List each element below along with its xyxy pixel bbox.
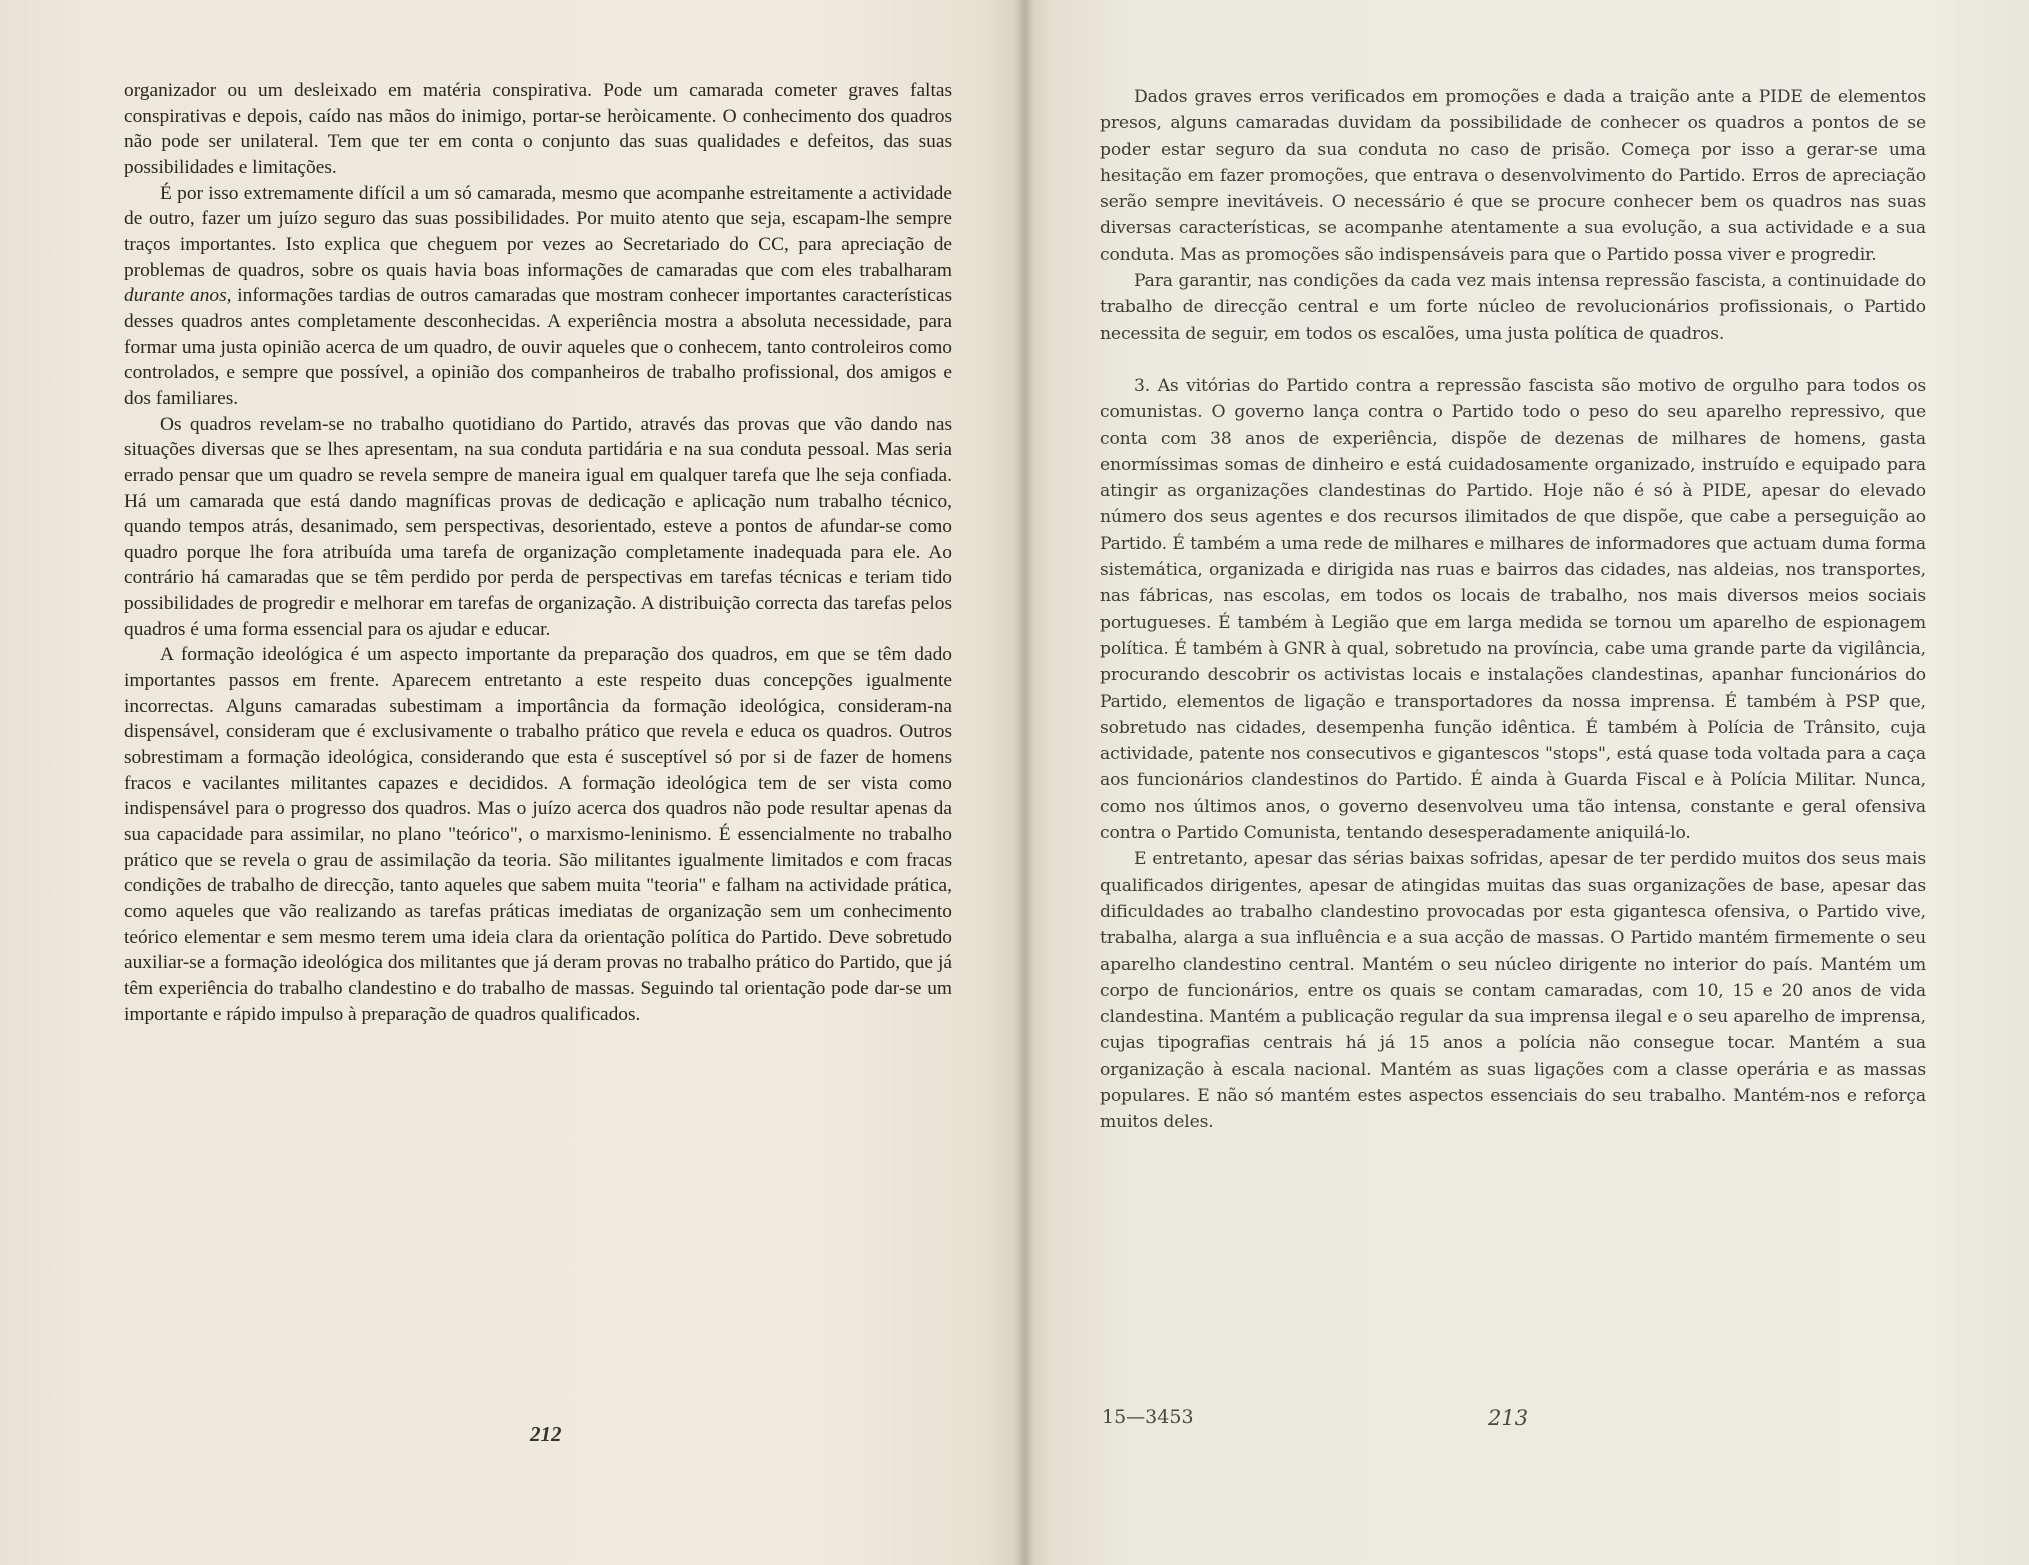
section-paragraph: 3. As vitórias do Partido contra a repressão fascista são motivo de orgulho para todos os comunistas. O governo lança contra o Partido todo o peso do seu aparelho repressivo, que conta com 38 anos de experiência, dispõe de dezenas de milhares de homens, gasta enormíssimas somas de dinheiro e está cuidadosamente organizado, instruído e equipado para atingir as organizações clandestinas do Partido. Hoje não é só à PIDE, apesar do elevado número dos seus agentes e dos recursos ilimitados de que dispõe, que cabe a perseguição ao Partido. É também a uma rede de milhares e milhares de informadores que actuam duma forma sistemática, organizada e dirigida nas ruas e bairros das cidades, nas aldeias, nos transportes, nas fábricas, nas escolas, em todos os locais de trabalho, nos mais diversos meios sociais portugueses. É também à Legião que em larga medida se tornou um aparelho de espionagem política. É também à GNR à qual, sobretudo na província, cabe uma grande parte da vigilância, procurando descobrir os activistas locais e instalações clandestinas, apanhar funcionários do Partido, elementos de ligação e transportadores da nossa imprensa. É também à PSP que, sobretudo nas cidades, desempenha função idêntica. É também à Polícia de Trânsito, cuja actividade, patente nos consecutivos e gigantescos "stops", está quase toda voltada para a caça aos funcionários clandestinos do Partido. É ainda à Guarda Fiscal e à Polícia Militar. Nunca, como nos últimos anos, o governo desenvolveu uma tão intensa, constante e geral ofensiva contra o Partido Comunista, tentando desesperadamente aniquilá-lo. (1100, 375, 1926, 844)
right-page-text (1100, 84, 1926, 1136)
left-page-text (124, 78, 952, 1027)
paragraph-text: É por isso extremamente difícil a um só camarada, mesmo que acompanhe estreitamente a actividade de outro, fazer um juízo seguro das suas possibilidades. Por muito atento que seja, escapam-lhe sempre traços importantes. Isto explica que cheguem por vezes ao Secretariado do CC, para apreciação de problemas de quadros, sobre os quais havia boas informações de camaradas que com eles trabalharam (124, 182, 952, 281)
paragraph: organizador ou um desleixado em matéria conspirativa. Pode um camarada cometer graves faltas conspirativas e depois, caído nas mãos do inimigo, portar-se heròicamente. O conhecimento dos quadros não pode ser unilateral. Tem que ter em conta o conjunto das suas qualidades e defeitos, das suas possibilidades e limitações. (124, 80, 952, 178)
page-number-right: 213 (1488, 1406, 1529, 1430)
paragraph: A formação ideológica é um aspecto importante da preparação dos quadros, em que se têm dado importantes passos em frente. Aparecem entretanto a este respeito duas concepções igualmente incorrectas. Alguns camaradas subestimam a importância da formação ideológica, consideram-na dispensável, consideram que é exclusivamente o trabalho prático que revela e educa os quadros. Outros sobrestimam a formação ideológica, considerando que esta é susceptível só por si de fazer de homens fracos e vacilantes militantes capazes e decididos. A formação ideológica tem de ser vista como indispensável para o progresso dos quadros. Mas o juízo acerca dos quadros não pode resultar apenas da sua capacidade para assimilar, no plano "teórico", o marxismo-leninismo. É essencialmente no trabalho prático que se revela o grau de assimilação da teoria. São militantes igualmente limitados e com fracas condições de trabalho de direcção, tanto aqueles que sabem muita "teoria" e falham na actividade prática, como aqueles que vão realizando as tarefas práticas imediatas de organização sem um conhecimento teórico elementar e sem mesmo terem uma ideia clara da orientação política do Partido. Deve sobretudo auxiliar-se a formação ideológica dos militantes que já deram provas no trabalho prático do Partido, que já têm experiência do trabalho clandestino e do trabalho de massas. Seguindo tal orientação pode dar-se um importante e rápido impulso à preparação de quadros qualificados. (124, 644, 952, 1025)
paragraph: Dados graves erros verificados em promoções e dada a traição ante a PIDE de elementos presos, alguns camaradas duvidam da possibilidade de conhecer os quadros a pontos de se poder estar seguro da sua conduta no caso de prisão. Começa por isso a gerar-se uma hesitação em fazer promoções, que entrava o desenvolvimento do Partido. Erros de apreciação serão sempre inevitáveis. O necessário é que se procure conhecer bem os quadros nas suas diversas características, se acompanhe atentamente a sua evolução, a sua actividade e a sua conduta. Mas as promoções são indispensáveis para que o Partido possa viver e progredir. (1100, 87, 1926, 265)
paragraph: Para garantir, nas condições da cada vez mais intensa repressão fascista, a continuidade do trabalho de direcção central e um forte núcleo de revolucionários profissionais, o Partido necessita de seguir, em todos os escalões, uma justa política de quadros. (1100, 271, 1926, 344)
printer-signature: 15—3453 (1102, 1406, 1194, 1428)
right-page (1022, 0, 2029, 1565)
page-number-left: 212 (530, 1422, 562, 1446)
paragraph: E entretanto, apesar das sérias baixas sofridas, apesar de ter perdido muitos dos seus mais qualificados dirigentes, apesar de atingidas muitas das suas organizações de base, apesar das dificuldades ao trabalho clandestino provocadas por esta gigantesca ofensiva, o Partido vive, trabalha, alarga a sua influência e a sua acção de massas. O Partido mantém firmemente o seu aparelho clandestino central. Mantém o seu núcleo dirigente no interior do país. Mantém um corpo de funcionários, entre os quais se contam camaradas, com 10, 15 e 20 anos de vida clandestina. Mantém a publicação regular da sua imprensa ilegal e o seu aparelho de imprensa, cujas tipografias centrais há já 15 anos a polícia não consegue tocar. Mantém a sua organização à escala nacional. Mantém as suas ligações com a classe operária e as massas populares. E não só mantém estes aspectos essenciais do seu trabalho. Mantém-nos e reforça muitos deles. (1100, 849, 1926, 1133)
emphasis-text: durante anos, (124, 285, 232, 307)
paragraph-text: informações tardias de outros camaradas que mostram conhecer importantes características desses quadros antes completamente desconhecidas. A experiência mostra a absoluta necessidade, para formar uma justa opinião acerca de um quadro, de ouvir aqueles que o conhecem, tanto controleiros como controlados, e sempre que possível, a opinião dos companheiros de trabalho profissional, dos amigos e dos familiares. (124, 285, 953, 409)
paragraph (124, 181, 952, 412)
paragraph: Os quadros revelam-se no trabalho quotidiano do Partido, através das provas que vão dando nas situações diversas que se lhes apresentam, na sua conduta partidária e na sua conduta pessoal. Mas seria errado pensar que um quadro se revela sempre de maneira igual em qualquer tarefa que lhe seja confiada. Há um camarada que está dando magníficas provas de dedicação e aplicação num trabalho técnico, quando tempos atrás, desanimado, sem perspectivas, desorientado, esteve a pontos de afundar-se como quadro porque lhe fora atribuída uma tarefa de organização completamente inadequada para ele. Ao contrário há camaradas que se têm perdido por perda de perspectivas em tarefas técnicas e teriam tido possibilidades de progredir e melhorar em tarefas de organização. A distribuição correcta das tarefas pelos quadros é uma forma essencial para os ajudar e educar. (124, 413, 952, 640)
